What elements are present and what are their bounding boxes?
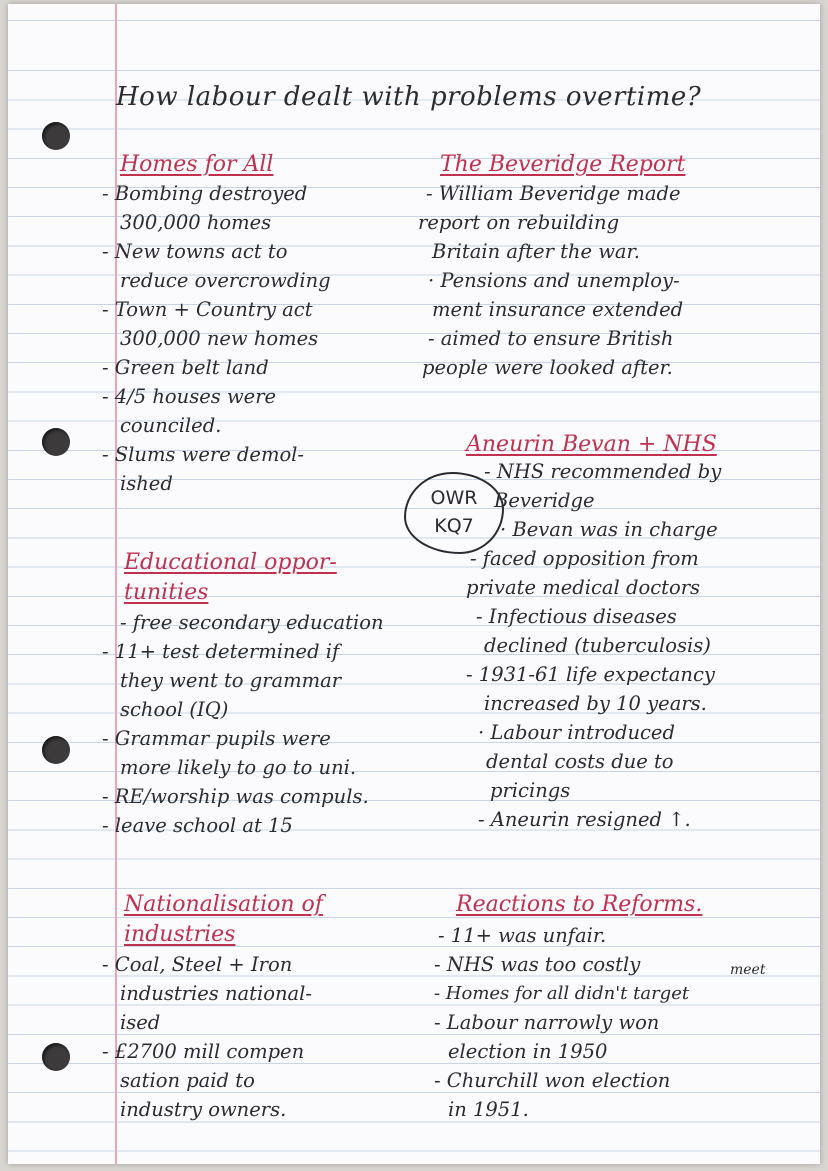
- punch-hole: [42, 428, 70, 456]
- note-line: - NHS recommended by: [484, 460, 722, 483]
- note-line: reduce overcrowding: [120, 269, 331, 292]
- note-line: Britain after the war.: [432, 240, 640, 263]
- note-line: - 11+ test determined if: [102, 640, 340, 663]
- punch-hole: [42, 1043, 70, 1071]
- note-insert: meet: [730, 962, 766, 978]
- note-line: - free secondary education: [120, 611, 384, 634]
- note-line: report on rebuilding: [418, 211, 620, 234]
- note-line: - Homes for all didn't target: [434, 983, 690, 1004]
- note-line: 300,000 homes: [120, 211, 272, 234]
- note-line: - 1931-61 life expectancy: [466, 663, 715, 686]
- note-line: election in 1950: [448, 1040, 608, 1063]
- section-heading-homes: Homes for All: [120, 152, 274, 177]
- note-line: · Labour introduced: [478, 721, 675, 744]
- note-line: people were looked after.: [422, 356, 673, 379]
- note-line: - aimed to ensure British: [428, 327, 674, 350]
- note-line: · Pensions and unemploy-: [428, 269, 680, 292]
- note-line: - Town + Country act: [102, 298, 313, 321]
- note-line: - 4/5 houses were: [102, 385, 277, 408]
- note-line: increased by 10 years.: [484, 692, 707, 715]
- note-line: - Slums were demol-: [102, 443, 305, 466]
- section-heading-reactions: Reactions to Reforms.: [456, 892, 703, 917]
- note-line: dental costs due to: [486, 750, 674, 773]
- note-line: - New towns act to: [102, 240, 288, 263]
- note-line: 300,000 new homes: [120, 327, 319, 350]
- section-heading-nationalisation-cont: industries: [124, 922, 236, 947]
- note-line: ised: [120, 1011, 161, 1034]
- note-line: sation paid to: [120, 1069, 255, 1092]
- note-line: · Bevan was in charge: [500, 518, 718, 541]
- page-title: How labour dealt with problems overtime?: [116, 82, 702, 112]
- note-line: ished: [120, 472, 173, 495]
- note-line: more likely to go to uni.: [120, 756, 357, 779]
- note-line: - 11+ was unfair.: [438, 924, 607, 947]
- note-line: - Grammar pupils were: [102, 727, 331, 750]
- note-line: - NHS was too costly: [434, 953, 641, 976]
- note-line: in 1951.: [448, 1098, 529, 1121]
- exam-tag-line-1: OWR: [430, 487, 478, 509]
- notebook-page: [8, 4, 820, 1164]
- section-heading-education-cont: tunities: [124, 580, 209, 605]
- note-line: - £2700 mill compen: [102, 1040, 305, 1063]
- note-line: pricings: [490, 779, 571, 802]
- note-line: private medical doctors: [466, 576, 701, 599]
- note-line: - Infectious diseases: [476, 605, 677, 628]
- section-heading-nationalisation: Nationalisation of: [124, 892, 323, 917]
- note-line: - Labour narrowly won: [434, 1011, 660, 1034]
- note-line: - Green belt land: [102, 356, 269, 379]
- note-line: counciled.: [120, 414, 222, 437]
- note-line: - faced opposition from: [470, 547, 699, 570]
- note-line: - Bombing destroyed: [102, 182, 308, 205]
- section-heading-bevan: Aneurin Bevan + NHS: [466, 432, 717, 457]
- note-line: Beveridge: [494, 489, 595, 512]
- note-line: - Coal, Steel + Iron: [102, 953, 293, 976]
- note-line: - William Beveridge made: [426, 182, 681, 205]
- note-line: industries national-: [120, 982, 312, 1005]
- note-line: they went to grammar: [120, 669, 342, 692]
- note-line: - leave school at 15: [102, 814, 293, 837]
- note-line: industry owners.: [120, 1098, 287, 1121]
- punch-hole: [42, 736, 70, 764]
- punch-hole: [42, 122, 70, 150]
- note-line: - Aneurin resigned ↑.: [478, 808, 691, 831]
- note-line: school (IQ): [120, 698, 229, 721]
- note-line: - RE/worship was compuls.: [102, 785, 369, 808]
- note-line: ment insurance extended: [432, 298, 684, 321]
- section-heading-beveridge: The Beveridge Report: [440, 152, 686, 177]
- exam-tag-line-2: KQ7: [434, 515, 474, 537]
- note-line: declined (tuberculosis): [484, 634, 711, 657]
- section-heading-education: Educational oppor-: [124, 550, 337, 575]
- exam-tag-cloud: [404, 472, 504, 554]
- note-line: - Churchill won election: [434, 1069, 671, 1092]
